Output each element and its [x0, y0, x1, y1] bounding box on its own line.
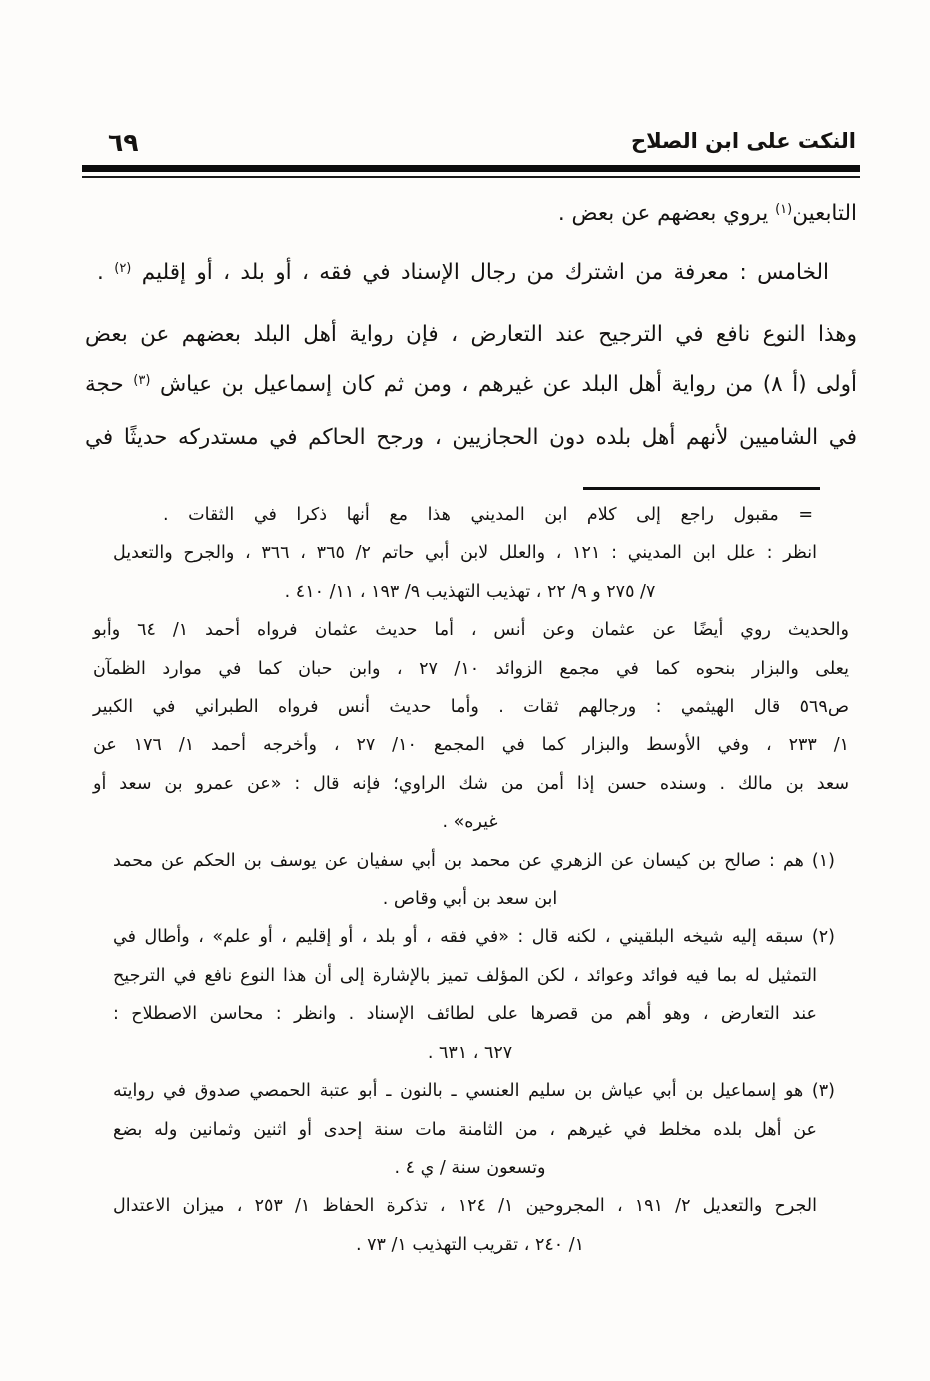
header-rule-thick — [82, 165, 860, 172]
footnote-line: (١) هم : صالح بن كيسان عن الزهري عن محمد بن أبي سفيان عن يوسف بن الحكم عن محمد — [113, 850, 835, 871]
footnote-separator-rule — [583, 487, 820, 490]
book-title: النكت على ابن الصلاح — [630, 129, 856, 153]
body-line: وهذا النوع نافع في الترجيح عند التعارض ، فإن رواية أهل البلد بعضهم عن بعض — [85, 322, 857, 347]
footnote-line: سعد بن مالك . وسنده حسن إذا أمن من شك الراوي؛ فإنه قال : «عن عمرو بن سعد أو — [93, 773, 849, 794]
header-rule-thin — [82, 176, 860, 178]
main-text — [85, 194, 857, 463]
paragraph-naw — [85, 310, 857, 463]
footnote-marker-1: (١) — [775, 201, 793, 217]
body-line: في الشاميين لأنهم أهل بلده دون الحجازيين ، ورجح الحاكم في مستدركه حديثًا في — [85, 425, 857, 450]
footnote-line: وتسعون سنة / ي ٤ . — [394, 1157, 546, 1178]
paragraph-text: الخامس : معرفة من اشترك من رجال الإسناد في فقه ، أو بلد ، أو إقليم — [131, 260, 829, 285]
paragraph-khamis — [85, 253, 857, 296]
page-number: ٦٩ — [108, 128, 139, 157]
footnote-line: ٧/ ٢٧٥ و ٩/ ٢٢ ، تهذيب التهذيب ٩/ ١٩٣ ، ١١/ ٤١٠ . — [284, 581, 656, 602]
footnote-line: والحديث روي أيضًا عن عثمان وعن أنس ، أما حديث عثمان فرواه أحمد ١/ ٦٤ وأبو — [93, 620, 849, 641]
footnote-line: (٣) هو إسماعيل بن أبي عياش بن سليم العنسي ـ بالنون ـ أبو عتبة الحمصي صدوق في روايته — [113, 1081, 835, 1102]
footnote-line: (٢) سبقه إليه شيخه البلقيني ، لكنه قال : «في فقه ، أو بلد ، أو إقليم ، أو علم» ، وأطال في — [113, 927, 835, 948]
paragraph-text: أولى (أ ٨) من رواية أهل البلد عن غيرهم ، ومن ثم كان إسماعيل بن عياش — [150, 372, 858, 397]
paragraph-text: . — [97, 260, 115, 285]
paragraph-text: التابعين — [792, 201, 857, 226]
footnote-marker-2: (٢) — [114, 260, 132, 276]
footnote-line: عند التعارض ، وهو أهم من قصرها على لطائف الإسناد . وانظر : محاسن الاصطلاح : — [113, 1004, 817, 1025]
body-line — [85, 360, 857, 413]
paragraph-text: يروي بعضهم عن بعض . — [557, 201, 776, 226]
footnote-line: ٦٢٧ ، ٦٣١ . — [427, 1042, 513, 1063]
footnote-line: = مقبول راجع إلى كلام ابن المديني هذا مع أنها ذكرا في الثقات . — [163, 505, 813, 525]
footnote-line: ابن سعد بن أبي وقاص . — [382, 889, 558, 910]
footnote-line: انظر : علل ابن المديني : ١٢١ ، والعلل لابن أبي حاتم ٢/ ٣٦٥ ، ٣٦٦ ، والجرح والتعديل — [113, 543, 817, 564]
footnote-line: الجرح والتعديل ٢/ ١٩١ ، المجروحين ١/ ١٢٤ ، تذكرة الحفاظ ١/ ٢٥٣ ، ميزان الاعتدال — [113, 1196, 817, 1217]
footnote-line: التمثيل له بما فيه فوائد وعوائد ، لكن المؤلف تميز بالإشارة إلى أن هذا النوع نافع في الترجيح — [113, 965, 817, 986]
footnote-line: غيره» . — [442, 812, 498, 833]
footnote-line: ص٥٦٩ قال الهيثمي : ورجالهم ثقات . وأما حديث أنس فرواه الطبراني في الكبير — [93, 697, 849, 718]
footnote-line: يعلى والبزار بنحوه كما في مجمع الزوائد ١٠/ ٢٧ ، وابن حبان كما في موارد الظمآن — [93, 658, 849, 679]
footnote-line: عن أهل بلده مخلط في غيرهم ، من الثامنة مات سنة إحدى أو اثنين وثمانين وله بضع — [113, 1119, 817, 1140]
paragraph-text: حجة — [85, 372, 134, 397]
footnote-marker-3: (٣) — [133, 372, 151, 388]
footnote-line: ١/ ٢٣٣ ، وفي الأوسط والبزار كما في المجمع ١٠/ ٢٧ ، وأخرجه أحمد ١/ ١٧٦ عن — [93, 735, 849, 756]
footnotes-section — [85, 496, 855, 1264]
paragraph-tabieen — [85, 194, 857, 237]
footnote-line: ١/ ٢٤٠ ، تقريب التهذيب ١/ ٧٣ . — [355, 1234, 585, 1255]
